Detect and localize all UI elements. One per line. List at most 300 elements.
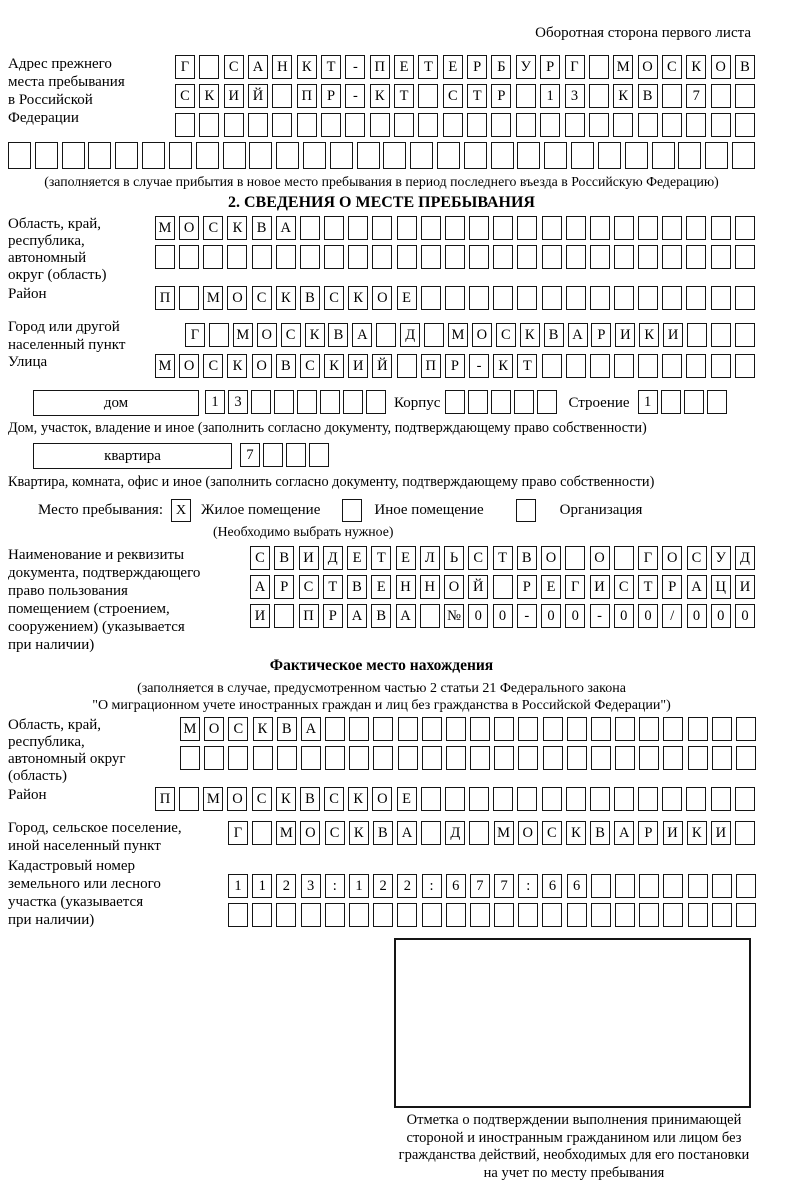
char-box[interactable]: 3 <box>301 874 321 898</box>
char-box[interactable]: П <box>155 286 175 310</box>
char-box[interactable] <box>735 216 755 240</box>
char-box[interactable] <box>591 903 611 927</box>
char-box[interactable]: Е <box>347 546 367 570</box>
char-box[interactable] <box>542 903 562 927</box>
char-box[interactable] <box>301 903 321 927</box>
char-box[interactable] <box>614 787 634 811</box>
char-box[interactable]: Г <box>565 55 585 79</box>
char-box[interactable] <box>199 113 219 137</box>
char-box[interactable]: А <box>568 323 588 347</box>
char-box[interactable]: О <box>227 286 247 310</box>
char-box[interactable]: 0 <box>638 604 658 628</box>
char-box[interactable] <box>349 746 369 770</box>
char-box[interactable]: С <box>224 55 244 79</box>
char-box[interactable]: П <box>421 354 441 378</box>
char-box[interactable]: К <box>276 787 296 811</box>
char-box[interactable] <box>638 354 658 378</box>
char-box[interactable]: С <box>324 787 344 811</box>
char-box[interactable] <box>469 787 489 811</box>
char-box[interactable]: К <box>520 323 540 347</box>
char-box[interactable] <box>567 746 587 770</box>
char-box[interactable]: О <box>590 546 610 570</box>
char-box[interactable]: И <box>615 323 635 347</box>
char-box[interactable]: 1 <box>349 874 369 898</box>
char-box[interactable] <box>542 286 562 310</box>
char-box[interactable] <box>542 245 562 269</box>
char-box[interactable] <box>169 142 192 169</box>
char-box[interactable] <box>366 390 386 414</box>
char-box[interactable]: : <box>422 874 442 898</box>
char-box[interactable] <box>652 142 675 169</box>
char-box[interactable] <box>325 717 345 741</box>
char-box[interactable] <box>686 354 706 378</box>
char-box[interactable]: Г <box>565 575 585 599</box>
char-box[interactable]: В <box>347 575 367 599</box>
char-box[interactable]: 2 <box>397 874 417 898</box>
char-box[interactable] <box>274 390 294 414</box>
char-box[interactable]: С <box>281 323 301 347</box>
char-box[interactable]: Т <box>371 546 391 570</box>
char-box[interactable] <box>324 216 344 240</box>
char-box[interactable] <box>663 746 683 770</box>
char-box[interactable] <box>711 245 731 269</box>
char-box[interactable]: О <box>257 323 277 347</box>
char-box[interactable]: Т <box>638 575 658 599</box>
char-box[interactable] <box>662 84 682 108</box>
char-box[interactable]: О <box>472 323 492 347</box>
char-box[interactable]: Р <box>445 354 465 378</box>
char-box[interactable]: Р <box>540 55 560 79</box>
char-box[interactable] <box>394 113 414 137</box>
char-box[interactable]: - <box>590 604 610 628</box>
char-box[interactable]: П <box>370 55 390 79</box>
char-box[interactable] <box>286 443 306 467</box>
char-box[interactable] <box>518 903 538 927</box>
char-box[interactable] <box>493 575 513 599</box>
char-box[interactable]: Г <box>185 323 205 347</box>
char-box[interactable] <box>320 390 340 414</box>
char-box[interactable] <box>688 874 708 898</box>
char-box[interactable]: К <box>324 354 344 378</box>
char-box[interactable] <box>8 142 31 169</box>
char-box[interactable] <box>272 113 292 137</box>
char-box[interactable]: К <box>687 821 707 845</box>
char-box[interactable] <box>590 787 610 811</box>
char-box[interactable] <box>424 323 444 347</box>
char-box[interactable]: О <box>444 575 464 599</box>
char-box[interactable] <box>598 142 621 169</box>
char-box[interactable] <box>300 216 320 240</box>
char-box[interactable] <box>566 286 586 310</box>
char-box[interactable] <box>614 546 634 570</box>
char-box[interactable]: 6 <box>542 874 562 898</box>
char-box[interactable] <box>324 245 344 269</box>
char-box[interactable] <box>517 286 537 310</box>
char-box[interactable] <box>142 142 165 169</box>
char-box[interactable]: 2 <box>276 874 296 898</box>
char-box[interactable]: О <box>204 717 224 741</box>
char-box[interactable] <box>421 286 441 310</box>
char-box[interactable]: Т <box>493 546 513 570</box>
char-box[interactable] <box>397 354 417 378</box>
char-box[interactable]: О <box>541 546 561 570</box>
char-box[interactable]: К <box>639 323 659 347</box>
char-box[interactable]: Т <box>467 84 487 108</box>
char-box[interactable]: / <box>662 604 682 628</box>
char-box[interactable] <box>252 903 272 927</box>
char-box[interactable] <box>373 903 393 927</box>
char-box[interactable]: Т <box>517 354 537 378</box>
char-box[interactable] <box>638 245 658 269</box>
char-box[interactable] <box>514 390 534 414</box>
char-box[interactable] <box>446 903 466 927</box>
char-box[interactable] <box>253 746 273 770</box>
char-box[interactable]: М <box>448 323 468 347</box>
char-box[interactable]: Е <box>541 575 561 599</box>
char-box[interactable] <box>227 245 247 269</box>
char-box[interactable] <box>662 286 682 310</box>
char-box[interactable] <box>325 746 345 770</box>
char-box[interactable] <box>517 787 537 811</box>
char-box[interactable]: М <box>180 717 200 741</box>
char-box[interactable] <box>491 390 511 414</box>
char-box[interactable] <box>516 113 536 137</box>
char-box[interactable] <box>591 874 611 898</box>
char-box[interactable] <box>735 821 755 845</box>
char-box[interactable]: № <box>444 604 464 628</box>
char-box[interactable]: Е <box>371 575 391 599</box>
char-box[interactable]: А <box>301 717 321 741</box>
char-box[interactable] <box>688 717 708 741</box>
char-box[interactable] <box>735 323 755 347</box>
char-box[interactable]: Р <box>517 575 537 599</box>
char-box[interactable]: Б <box>491 55 511 79</box>
char-box[interactable]: 0 <box>541 604 561 628</box>
char-box[interactable] <box>565 113 585 137</box>
char-box[interactable] <box>712 874 732 898</box>
char-box[interactable] <box>445 216 465 240</box>
char-box[interactable]: С <box>687 546 707 570</box>
char-box[interactable] <box>639 746 659 770</box>
char-box[interactable] <box>542 216 562 240</box>
char-box[interactable] <box>373 717 393 741</box>
char-box[interactable] <box>494 746 514 770</box>
char-box[interactable]: Н <box>272 55 292 79</box>
char-box[interactable]: Р <box>491 84 511 108</box>
char-box[interactable]: Р <box>467 55 487 79</box>
char-box[interactable]: С <box>300 354 320 378</box>
char-box[interactable] <box>276 245 296 269</box>
char-box[interactable]: Й <box>248 84 268 108</box>
char-box[interactable]: С <box>299 575 319 599</box>
char-box[interactable]: 0 <box>711 604 731 628</box>
char-box[interactable] <box>398 746 418 770</box>
char-box[interactable] <box>421 787 441 811</box>
char-box[interactable] <box>421 821 441 845</box>
char-box[interactable]: К <box>253 717 273 741</box>
char-box[interactable]: Р <box>638 821 658 845</box>
char-box[interactable]: И <box>250 604 270 628</box>
char-box[interactable] <box>491 142 514 169</box>
char-box[interactable]: Д <box>323 546 343 570</box>
char-box[interactable] <box>711 787 731 811</box>
char-box[interactable] <box>421 216 441 240</box>
char-box[interactable] <box>567 903 587 927</box>
char-box[interactable]: В <box>252 216 272 240</box>
char-box[interactable] <box>732 142 755 169</box>
char-box[interactable] <box>470 746 490 770</box>
char-box[interactable]: С <box>175 84 195 108</box>
char-box[interactable] <box>383 142 406 169</box>
char-box[interactable]: С <box>203 216 223 240</box>
char-box[interactable] <box>662 787 682 811</box>
char-box[interactable] <box>373 746 393 770</box>
char-box[interactable]: О <box>518 821 538 845</box>
char-box[interactable] <box>301 746 321 770</box>
char-box[interactable]: И <box>299 546 319 570</box>
char-box[interactable]: Т <box>321 55 341 79</box>
char-box[interactable]: О <box>372 787 392 811</box>
char-box[interactable] <box>325 903 345 927</box>
char-box[interactable]: Т <box>418 55 438 79</box>
char-box[interactable] <box>711 286 731 310</box>
char-box[interactable]: Г <box>228 821 248 845</box>
char-box[interactable] <box>688 903 708 927</box>
char-box[interactable] <box>542 787 562 811</box>
char-box[interactable]: К <box>199 84 219 108</box>
char-box[interactable] <box>437 142 460 169</box>
char-box[interactable] <box>276 142 299 169</box>
char-box[interactable]: М <box>203 787 223 811</box>
char-box[interactable]: С <box>250 546 270 570</box>
char-box[interactable] <box>494 717 514 741</box>
char-box[interactable] <box>272 84 292 108</box>
char-box[interactable] <box>735 354 755 378</box>
char-box[interactable] <box>491 113 511 137</box>
char-box[interactable] <box>223 142 246 169</box>
char-box[interactable] <box>625 142 648 169</box>
char-box[interactable]: М <box>155 216 175 240</box>
char-box[interactable]: В <box>274 546 294 570</box>
char-box[interactable]: А <box>250 575 270 599</box>
char-box[interactable] <box>516 84 536 108</box>
char-box[interactable] <box>88 142 111 169</box>
char-box[interactable] <box>349 717 369 741</box>
char-box[interactable]: 7 <box>240 443 260 467</box>
char-box[interactable] <box>544 142 567 169</box>
char-box[interactable]: К <box>686 55 706 79</box>
char-box[interactable]: О <box>227 787 247 811</box>
char-box[interactable] <box>687 323 707 347</box>
char-box[interactable] <box>566 245 586 269</box>
char-box[interactable] <box>590 245 610 269</box>
char-box[interactable]: 1 <box>252 874 272 898</box>
char-box[interactable] <box>418 84 438 108</box>
char-box[interactable]: С <box>468 546 488 570</box>
char-box[interactable] <box>590 216 610 240</box>
char-box[interactable] <box>517 245 537 269</box>
char-box[interactable]: К <box>613 84 633 108</box>
char-box[interactable]: 1 <box>638 390 658 414</box>
char-box[interactable]: 7 <box>686 84 706 108</box>
char-box[interactable]: П <box>297 84 317 108</box>
char-box[interactable] <box>446 746 466 770</box>
char-box[interactable]: А <box>614 821 634 845</box>
char-box[interactable]: 1 <box>205 390 225 414</box>
char-box[interactable]: - <box>345 55 365 79</box>
char-box[interactable] <box>614 354 634 378</box>
char-box[interactable]: А <box>397 821 417 845</box>
char-box[interactable] <box>199 55 219 79</box>
char-box[interactable]: 6 <box>446 874 466 898</box>
char-box[interactable]: М <box>233 323 253 347</box>
char-box[interactable]: 0 <box>493 604 513 628</box>
char-box[interactable] <box>62 142 85 169</box>
char-box[interactable] <box>686 286 706 310</box>
char-box[interactable]: С <box>614 575 634 599</box>
char-box[interactable]: М <box>203 286 223 310</box>
char-box[interactable] <box>707 390 727 414</box>
char-box[interactable] <box>445 245 465 269</box>
char-box[interactable] <box>251 390 271 414</box>
char-box[interactable]: К <box>305 323 325 347</box>
char-box[interactable]: О <box>711 55 731 79</box>
char-box[interactable] <box>591 717 611 741</box>
char-box[interactable] <box>615 746 635 770</box>
char-box[interactable] <box>736 717 756 741</box>
char-box[interactable] <box>566 787 586 811</box>
char-box[interactable] <box>736 746 756 770</box>
char-box[interactable] <box>224 113 244 137</box>
char-box[interactable]: О <box>252 354 272 378</box>
char-box[interactable]: Д <box>735 546 755 570</box>
char-box[interactable]: К <box>348 787 368 811</box>
char-box[interactable] <box>663 717 683 741</box>
char-box[interactable]: 0 <box>735 604 755 628</box>
char-box[interactable] <box>684 390 704 414</box>
char-box[interactable] <box>348 216 368 240</box>
char-box[interactable] <box>712 903 732 927</box>
char-box[interactable] <box>446 717 466 741</box>
char-box[interactable]: К <box>370 84 390 108</box>
char-box[interactable] <box>638 113 658 137</box>
char-box[interactable]: 0 <box>468 604 488 628</box>
char-box[interactable] <box>543 746 563 770</box>
char-box[interactable]: В <box>373 821 393 845</box>
char-box[interactable] <box>712 746 732 770</box>
char-box[interactable] <box>345 113 365 137</box>
char-box[interactable] <box>518 717 538 741</box>
confirmation-stamp-box[interactable] <box>394 938 751 1108</box>
char-box[interactable] <box>464 142 487 169</box>
char-box[interactable] <box>422 746 442 770</box>
char-box[interactable] <box>638 216 658 240</box>
char-box[interactable] <box>688 746 708 770</box>
char-box[interactable]: М <box>494 821 514 845</box>
char-box[interactable] <box>614 286 634 310</box>
char-box[interactable] <box>613 113 633 137</box>
char-box[interactable] <box>349 903 369 927</box>
char-box[interactable] <box>705 142 728 169</box>
char-box[interactable]: П <box>155 787 175 811</box>
char-box[interactable]: А <box>248 55 268 79</box>
char-box[interactable]: А <box>347 604 367 628</box>
char-box[interactable] <box>467 113 487 137</box>
char-box[interactable]: И <box>663 323 683 347</box>
char-box[interactable]: В <box>276 354 296 378</box>
char-box[interactable] <box>517 216 537 240</box>
char-box[interactable]: В <box>544 323 564 347</box>
char-box[interactable] <box>469 286 489 310</box>
char-box[interactable] <box>469 245 489 269</box>
char-box[interactable] <box>615 903 635 927</box>
char-box[interactable]: А <box>352 323 372 347</box>
char-box[interactable]: К <box>227 216 247 240</box>
char-box[interactable] <box>589 55 609 79</box>
char-box[interactable]: С <box>252 787 272 811</box>
char-box[interactable] <box>348 245 368 269</box>
char-box[interactable] <box>639 717 659 741</box>
char-box[interactable] <box>252 245 272 269</box>
char-box[interactable] <box>155 245 175 269</box>
char-box[interactable]: Р <box>662 575 682 599</box>
char-box[interactable]: Т <box>394 84 414 108</box>
char-box[interactable] <box>517 142 540 169</box>
char-box[interactable]: 2 <box>373 874 393 898</box>
char-box[interactable]: - <box>469 354 489 378</box>
char-box[interactable] <box>589 113 609 137</box>
char-box[interactable] <box>711 216 731 240</box>
char-box[interactable]: Л <box>420 546 440 570</box>
char-box[interactable]: Е <box>394 55 414 79</box>
char-box[interactable] <box>591 746 611 770</box>
char-box[interactable]: В <box>371 604 391 628</box>
char-box[interactable] <box>735 787 755 811</box>
char-box[interactable] <box>565 546 585 570</box>
char-box[interactable]: А <box>276 216 296 240</box>
char-box[interactable] <box>493 787 513 811</box>
char-box[interactable] <box>418 113 438 137</box>
char-box[interactable] <box>263 443 283 467</box>
char-box[interactable]: С <box>252 286 272 310</box>
char-box[interactable]: 7 <box>470 874 490 898</box>
char-box[interactable] <box>494 903 514 927</box>
char-box[interactable]: С <box>542 821 562 845</box>
char-box[interactable]: Т <box>323 575 343 599</box>
char-box[interactable]: Д <box>445 821 465 845</box>
char-box[interactable] <box>179 245 199 269</box>
char-box[interactable]: О <box>179 216 199 240</box>
char-box[interactable] <box>661 390 681 414</box>
char-box[interactable] <box>469 821 489 845</box>
char-box[interactable] <box>249 142 272 169</box>
char-box[interactable]: В <box>638 84 658 108</box>
char-box[interactable] <box>469 216 489 240</box>
char-box[interactable] <box>638 286 658 310</box>
char-box[interactable]: С <box>324 286 344 310</box>
char-box[interactable] <box>445 286 465 310</box>
char-box[interactable]: Г <box>175 55 195 79</box>
char-box[interactable] <box>543 717 563 741</box>
char-box[interactable]: К <box>276 286 296 310</box>
char-box[interactable] <box>735 245 755 269</box>
char-box[interactable] <box>678 142 701 169</box>
char-box[interactable] <box>397 903 417 927</box>
char-box[interactable] <box>590 354 610 378</box>
checkbox-zhiloe[interactable]: X <box>171 499 191 522</box>
char-box[interactable] <box>518 746 538 770</box>
char-box[interactable] <box>376 323 396 347</box>
